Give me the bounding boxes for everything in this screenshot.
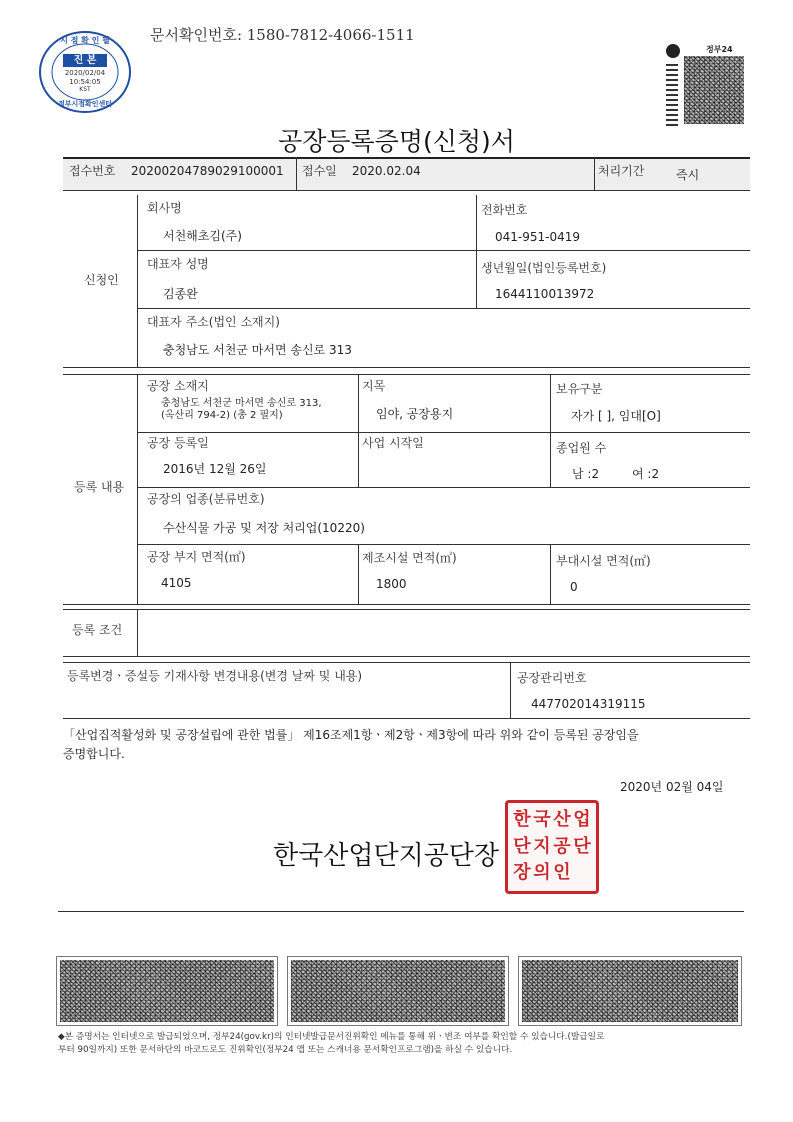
- seal-char: 공: [553, 835, 571, 857]
- document-confirm-number: 문서확인번호: 1580-7812-4066-1511: [150, 26, 415, 44]
- seal-char: 장: [513, 862, 531, 884]
- location-label: 공장 소재지: [147, 379, 209, 393]
- site-area-label: 공장 부지 면적(㎡): [147, 550, 246, 564]
- location-value: [161, 398, 322, 422]
- employees-female: 여 :2: [632, 467, 660, 481]
- footer-note-line1: ◆본 증명서는 인터넷으로 발급되었으며, 정부24(gov.kr)의 인터넷발급문서진위확인 메뉴를 통해 위ㆍ변조 여부를 확인할 수 있습니다.(발급일로: [58, 1032, 605, 1042]
- stamp-badge: 진 본: [73, 55, 97, 66]
- stamp-bottom-text: 정부시점확인센터: [57, 100, 113, 108]
- conditions-label: 등록 조건: [72, 623, 123, 637]
- factory-mgmt-number: 447702014319115: [531, 697, 646, 711]
- rep-name: 김종완: [163, 287, 198, 301]
- employees-label: 종업원 수: [556, 441, 607, 455]
- seal-char: 업: [573, 809, 591, 830]
- security-pattern-1: [56, 956, 278, 1026]
- seal-char: 의: [533, 862, 551, 884]
- seal-char: 지: [533, 835, 551, 857]
- industry-label: 공장의 업종(분류번호): [147, 492, 265, 506]
- seal-char: 국: [533, 809, 551, 830]
- receipt-no: 20200204789029100001: [131, 164, 284, 178]
- company-label: 회사명: [147, 201, 182, 215]
- land-label: 지목: [362, 379, 386, 393]
- receipt-date: 2020.02.04: [352, 164, 421, 178]
- reg-date-value: 2016년 12월 26일: [163, 462, 267, 476]
- mfg-area-label: 제조시설 면적(㎡): [362, 551, 457, 565]
- receipt-date-label: 접수일: [302, 164, 337, 178]
- security-pattern-3: [518, 956, 742, 1026]
- gov24-label: 정부24: [706, 45, 733, 54]
- ownership-value: 자가 [ ], 임대[O]: [571, 409, 661, 423]
- industry-value: 수산식물 가공 및 저장 처리업(10220): [163, 521, 365, 535]
- official-seal: [505, 800, 599, 894]
- land-value: 임야, 공장용지: [376, 407, 454, 421]
- seal-char: 인: [553, 862, 571, 884]
- statement-line2: 증명합니다.: [63, 747, 125, 761]
- applicant-section-label: 신청인: [84, 273, 119, 287]
- period-label: 처리기간: [598, 164, 645, 178]
- change-label: 등록변경ㆍ증설등 기재사항 변경내용(변경 날짜 및 내용): [67, 669, 363, 683]
- security-pattern-2: [287, 956, 509, 1026]
- address-value: 충청남도 서천군 마서면 송신로 313: [163, 343, 352, 357]
- footer-note-line2: 부터 90일까지) 또한 문서하단의 바코드로도 진위확인(정부24 앱 또는 스캐너용 문서확인프로그램)을 하실 수 있습니다.: [58, 1045, 513, 1055]
- site-area-value: 4105: [161, 576, 192, 590]
- seal-char: 단: [573, 835, 591, 857]
- verification-stamp: [38, 30, 132, 114]
- rep-label: 대표자 성명: [147, 257, 209, 271]
- company-name: 서천해초김(주): [163, 229, 242, 243]
- issue-date: 2020년 02월 04일: [620, 780, 724, 794]
- location-line1: 충청남도 서천군 마서면 송신로 313,: [161, 398, 322, 409]
- ownership-label: 보유구분: [556, 382, 603, 396]
- period: 즉시: [676, 168, 700, 182]
- receipt-no-label: 접수번호: [69, 164, 116, 178]
- page-title: 공장등록증명(신청)서: [278, 127, 515, 156]
- registration-section-label: 등록 내용: [74, 480, 125, 494]
- issuer-name: 한국산업단지공단장: [273, 841, 500, 871]
- phone-label: 전화번호: [481, 203, 528, 217]
- location-line2: (옥산리 794-2) (총 2 필지): [161, 410, 283, 421]
- stamp-tz: KST: [79, 86, 91, 93]
- stamp-time: 10:54:05: [69, 78, 101, 86]
- address-label: 대표자 주소(법인 소재지): [147, 315, 280, 329]
- phone-value: 041-951-0419: [495, 230, 581, 244]
- stamp-date: 2020/02/04: [64, 69, 106, 77]
- seal-char: 한: [513, 809, 531, 830]
- aux-area-label: 부대시설 면적(㎡): [556, 554, 651, 568]
- mfg-area-value: 1800: [376, 577, 407, 591]
- seal-char: 단: [513, 835, 531, 857]
- reg-date-label: 공장 등록일: [147, 436, 209, 450]
- gov24-barcode: [666, 44, 748, 126]
- biz-start-label: 사업 시작일: [362, 436, 424, 450]
- statement-line1: 「산업집적활성화 및 공장설립에 관한 법률」 제16조제1항ㆍ제2항ㆍ제3항에 따라 위와 같이 등록된 공장임을: [63, 728, 639, 742]
- birth-value: 1644110013972: [495, 287, 595, 301]
- employees-male: 남 :2: [572, 467, 600, 481]
- stamp-top-text: 시 점 확 인 필: [60, 36, 110, 45]
- factory-mgmt-label: 공장관리번호: [517, 671, 587, 685]
- birth-label: 생년월일(법인등록번호): [481, 261, 607, 275]
- seal-char: 산: [553, 809, 571, 830]
- aux-area-value: 0: [570, 580, 578, 594]
